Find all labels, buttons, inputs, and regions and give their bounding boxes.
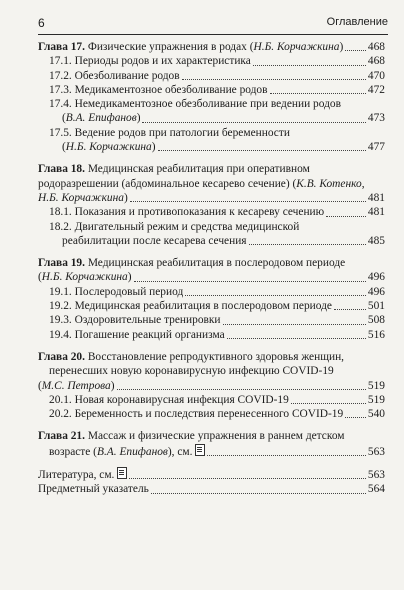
chapter-label: Глава 19. <box>38 257 85 270</box>
toc-chapter-21-cont[interactable] <box>38 444 385 459</box>
chapter-author: Н.Б. Корчажкина <box>38 191 124 204</box>
section-title: 19.1. Послеродовый период <box>49 285 184 298</box>
chapter-author: Н.Б. Корчажкина <box>41 271 128 284</box>
literature-title: Литература, см. <box>38 469 115 482</box>
dot-leader <box>249 244 366 245</box>
page-ref: 508 <box>367 314 385 327</box>
section-title: 17.3. Медикаментозное обезболивание родов <box>49 83 268 96</box>
chapter-label: Глава 20. <box>38 350 85 363</box>
dot-leader <box>182 79 366 80</box>
chapter-title-cont: возрасте ( <box>49 445 97 458</box>
dot-leader <box>334 309 366 310</box>
dot-leader <box>223 324 366 325</box>
toc-index[interactable] <box>38 482 385 496</box>
dot-leader <box>345 50 366 51</box>
toc-section-18-2[interactable] <box>38 220 385 234</box>
page-ref: 563 <box>367 469 385 482</box>
table-of-contents <box>38 40 385 497</box>
chapter-title: Медицинская реабилитация в послеродовом периоде <box>84 257 346 270</box>
page-ref: 519 <box>367 379 385 392</box>
section-title: 17.2. Обезболивание родов <box>49 69 180 82</box>
chapter-author: В.А. Епифанов <box>96 445 168 458</box>
toc-chapter-20-cont[interactable] <box>38 364 385 378</box>
page-ref: 468 <box>367 41 385 53</box>
dot-leader <box>129 478 366 479</box>
section-title: 20.1. Новая коронавирусная инфекция COVID-19 <box>49 393 289 406</box>
section-title: 18.2. Двигательный режим и средства медицинской <box>49 220 300 233</box>
page-ref: 481 <box>367 191 385 204</box>
page-ref: 496 <box>367 271 385 284</box>
page-ref: 501 <box>367 300 385 313</box>
section-title: 17.1. Периоды родов и их характеристика <box>49 55 251 68</box>
toc-section-19-4[interactable] <box>38 328 385 342</box>
section-title: Оглавление <box>326 16 388 28</box>
toc-chapter-17[interactable] <box>38 40 385 54</box>
dot-leader <box>185 295 366 296</box>
paren: ) <box>136 112 141 125</box>
toc-chapter-18-author[interactable] <box>38 191 385 205</box>
toc-chapter-21[interactable] <box>38 429 385 443</box>
index-title: Предметный указатель <box>38 483 149 496</box>
page-ref: 516 <box>367 328 385 341</box>
dot-leader <box>227 338 366 339</box>
chapter-author: Н.Б. Корчажкина <box>253 41 340 53</box>
dot-leader <box>142 122 365 123</box>
dot-leader <box>134 281 366 282</box>
toc-chapter-20-author[interactable] <box>38 379 385 393</box>
section-author: В.А. Епифанов <box>65 112 137 125</box>
toc-chapter-19-author[interactable] <box>38 270 385 284</box>
chapter-title: Восстановление репродуктивного здоровья женщин, <box>84 350 345 363</box>
toc-section-17-4-author[interactable] <box>38 111 385 125</box>
dot-leader <box>345 417 366 418</box>
dot-leader <box>130 201 366 202</box>
section-title: 17.5. Ведение родов при патологии беременности <box>49 126 290 139</box>
paren: ( <box>38 379 42 392</box>
toc-section-17-4[interactable] <box>38 97 385 111</box>
section-title: 19.4. Погашение реакций организма <box>49 328 225 341</box>
paren: ) <box>123 191 128 204</box>
chapter-label: Глава 21. <box>38 430 85 443</box>
chapter-label: Глава 18. <box>38 163 85 176</box>
toc-section-20-1[interactable] <box>38 393 385 407</box>
section-title-cont: реабилитации после кесарева сечения <box>62 234 247 247</box>
page-ref: 470 <box>367 69 385 82</box>
page-ref: 485 <box>367 234 385 247</box>
chapter-author: К.В. Котенко <box>296 177 362 190</box>
chapter-label: Глава 17. <box>38 41 85 53</box>
section-title: 18.1. Показания и противопоказания к кесареву сечению <box>49 206 325 219</box>
paren: ) <box>127 271 132 284</box>
section-author: Н.Б. Корчажкина <box>65 141 152 154</box>
toc-chapter-18-cont[interactable] <box>38 177 385 191</box>
toc-section-19-1[interactable] <box>38 285 385 299</box>
paren: ) <box>151 141 156 154</box>
section-title: 17.4. Немедикаментозное обезболивание при ведении родов <box>49 98 341 111</box>
dot-leader <box>158 150 366 151</box>
page-ref: 519 <box>367 393 385 406</box>
toc-section-19-2[interactable] <box>38 299 385 313</box>
toc-chapter-19[interactable] <box>38 256 385 270</box>
paren: ( <box>62 112 66 125</box>
dot-leader <box>151 493 366 494</box>
chapter-title: Физические упражнения в родах ( <box>84 41 254 53</box>
toc-section-19-3[interactable] <box>38 313 385 327</box>
toc-chapter-20[interactable] <box>38 350 385 364</box>
page-ref: 563 <box>367 445 385 458</box>
see-ref: ), см. <box>167 445 193 458</box>
page-ref: 481 <box>367 206 385 219</box>
paren: ) <box>110 379 115 392</box>
dot-leader <box>253 65 366 66</box>
page-number: 6 <box>38 16 45 30</box>
page-ref: 477 <box>367 141 385 154</box>
toc-section-18-1[interactable] <box>38 205 385 219</box>
section-title: 19.2. Медицинская реабилитация в послеродовом периоде <box>49 300 332 313</box>
toc-chapter-18[interactable] <box>38 162 385 176</box>
chapter-title-cont: родоразрешении (абдоминальное кесарево сечение) ( <box>38 177 297 190</box>
page-ref: 468 <box>367 55 385 68</box>
dot-leader <box>291 403 366 404</box>
running-header <box>38 16 388 35</box>
toc-section-17-1[interactable] <box>38 54 385 68</box>
chapter-title: Массаж и физические упражнения в раннем детском <box>84 430 345 443</box>
paren: ) <box>339 41 344 53</box>
section-title: 19.3. Оздоровительные тренировки <box>49 314 221 327</box>
dot-leader <box>270 93 366 94</box>
toc-section-17-3[interactable] <box>38 83 385 97</box>
online-resource-icon <box>195 444 205 456</box>
page-ref: 496 <box>367 285 385 298</box>
paren: ( <box>38 271 42 284</box>
chapter-title-cont: перенесших новую коронавирусную инфекцию COVID-19 <box>49 365 334 378</box>
toc-section-17-2[interactable] <box>38 69 385 83</box>
page-ref: 473 <box>367 112 385 125</box>
dot-leader <box>207 455 365 456</box>
paren: ( <box>62 141 66 154</box>
section-title: 20.2. Беременность и последствия перенесенного COVID-19 <box>49 408 344 421</box>
page-ref: 540 <box>367 408 385 421</box>
dot-leader <box>117 389 366 390</box>
chapter-title: Медицинская реабилитация при оперативном <box>84 163 310 176</box>
toc-literature[interactable] <box>38 467 385 482</box>
online-resource-icon <box>117 467 127 479</box>
chapter-author: М.С. Петрова <box>41 379 111 392</box>
toc-section-20-2[interactable] <box>38 407 385 421</box>
dot-leader <box>326 216 366 217</box>
page-ref: 564 <box>367 483 385 496</box>
page-ref: 472 <box>367 83 385 96</box>
comma: , <box>361 177 365 190</box>
toc-section-17-5-author[interactable] <box>38 140 385 154</box>
toc-section-17-5[interactable] <box>38 126 385 140</box>
toc-section-18-2-cont[interactable] <box>38 234 385 248</box>
